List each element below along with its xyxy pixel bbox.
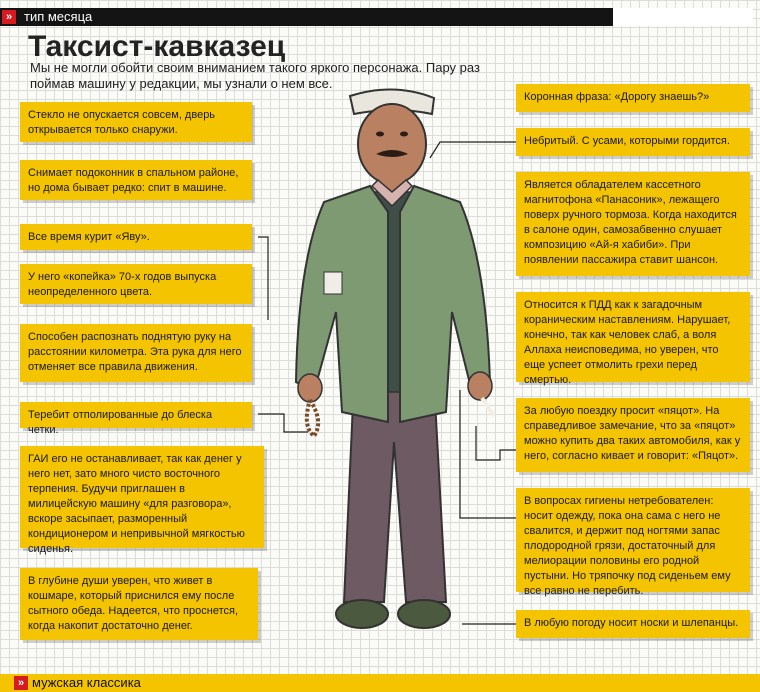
left-box-raised-hand <box>20 324 252 382</box>
leader-beads <box>258 414 308 432</box>
right-box-catchphrase-text: Коронная фраза: «Дорогу знаешь?» <box>524 91 710 103</box>
left-box-nightmare <box>20 568 258 640</box>
section-footer-bar <box>0 674 760 692</box>
right-box-unshaven-text: Небритый. С усами, которыми гордится. <box>524 135 730 147</box>
left-box-traffic-police <box>20 446 264 555</box>
right-box-tape-recorder-text: Является обладателем кассетного магнитофона «Панасоник», лежащего поверх ручного тормоза. Когда находится в салоне один, самозабвенно слушает композицию «Ай-я хабиби». При появлении пассажира ставит шансон. <box>524 179 737 266</box>
left-box-smokes-text: Все время курит «Яву». <box>28 231 150 243</box>
right-box-slippers <box>516 610 750 638</box>
right-box-traffic-rules <box>516 292 750 386</box>
left-box-apartment <box>20 160 252 200</box>
footer-section-label: мужская классика <box>32 675 141 690</box>
right-box-hygiene <box>516 488 750 597</box>
left-box-window <box>20 102 252 142</box>
left-box-smokes <box>20 224 252 250</box>
section-marker-icon: » <box>2 10 16 24</box>
leader-unshaven <box>430 142 516 158</box>
right-box-pyatsot-text: За любую поездку просит «пяцот». На справедливое замечание, что за «пяцот» можно купить два таких автомобиля, как у него, согласно кивает и говорит: «Пяцот». <box>524 405 741 462</box>
leader-pyatsot <box>476 426 516 460</box>
footer-marker-icon: » <box>14 676 28 690</box>
section-label: тип месяца <box>24 9 93 24</box>
article-lead: Мы не могли обойти своим вниманием такого яркого персонажа. Пару раз поймав машину у редакции, мы узнали о нем все. <box>30 60 480 91</box>
right-box-hygiene-text: В вопросах гигиены нетребователен: носит одежду, пока она сама с него не свалится, и держит под ногтями запас плодородной грязи, достаточный для мелиорации половины его родной пустыни. Но тряпочку под сиденьем ему все равно не перебить. <box>524 495 731 597</box>
left-box-beads <box>20 402 252 436</box>
leader-java <box>258 237 268 320</box>
left-box-window-text: Стекло не опускается совсем, дверь открывается только снаружи. <box>28 109 216 136</box>
right-box-traffic-rules-text: Относится к ПДД как к загадочным кораническим наставлениям. Нарушает, конечно, так как человек слаб, а воля Аллаха неисповедима, но уверен, что еще успеет отмолить грехи перед смертью. <box>524 299 731 386</box>
right-box-tape-recorder <box>516 172 750 276</box>
article-title: Таксист-кавказец <box>28 30 286 63</box>
left-box-raised-hand-text: Способен распознать поднятую руку на расстоянии километра. Эта рука для него отменяет все правила движения. <box>28 331 242 373</box>
right-box-catchphrase <box>516 84 750 112</box>
left-box-apartment-text: Снимает подоконник в спальном районе, но дома бывает редко: спит в машине. <box>28 167 239 194</box>
left-box-car <box>20 264 252 304</box>
right-box-slippers-text: В любую погоду носит носки и шлепанцы. <box>524 617 739 629</box>
left-box-traffic-police-text: ГАИ его не останавливает, так как денег у него нет, зато много чисто восточного терпения. Будучи приглашен в милицейскую машину «для разговора», вскоре засыпает, разморенный кондиционером и непривычной мягкостью сиденья. <box>28 453 245 555</box>
left-box-beads-text: Теребит отполированные до блеска четки. <box>28 409 213 436</box>
left-box-car-text: У него «копейка» 70-х годов выпуска неопределенного цвета. <box>28 271 217 298</box>
leader-hygiene <box>460 390 516 518</box>
right-box-pyatsot <box>516 398 750 472</box>
right-box-unshaven <box>516 128 750 156</box>
left-box-nightmare-text: В глубине души уверен, что живет в кошмаре, который приснился ему после сытного обеда. Надеется, что проснется, когда накопит достаточно денег. <box>28 575 238 632</box>
